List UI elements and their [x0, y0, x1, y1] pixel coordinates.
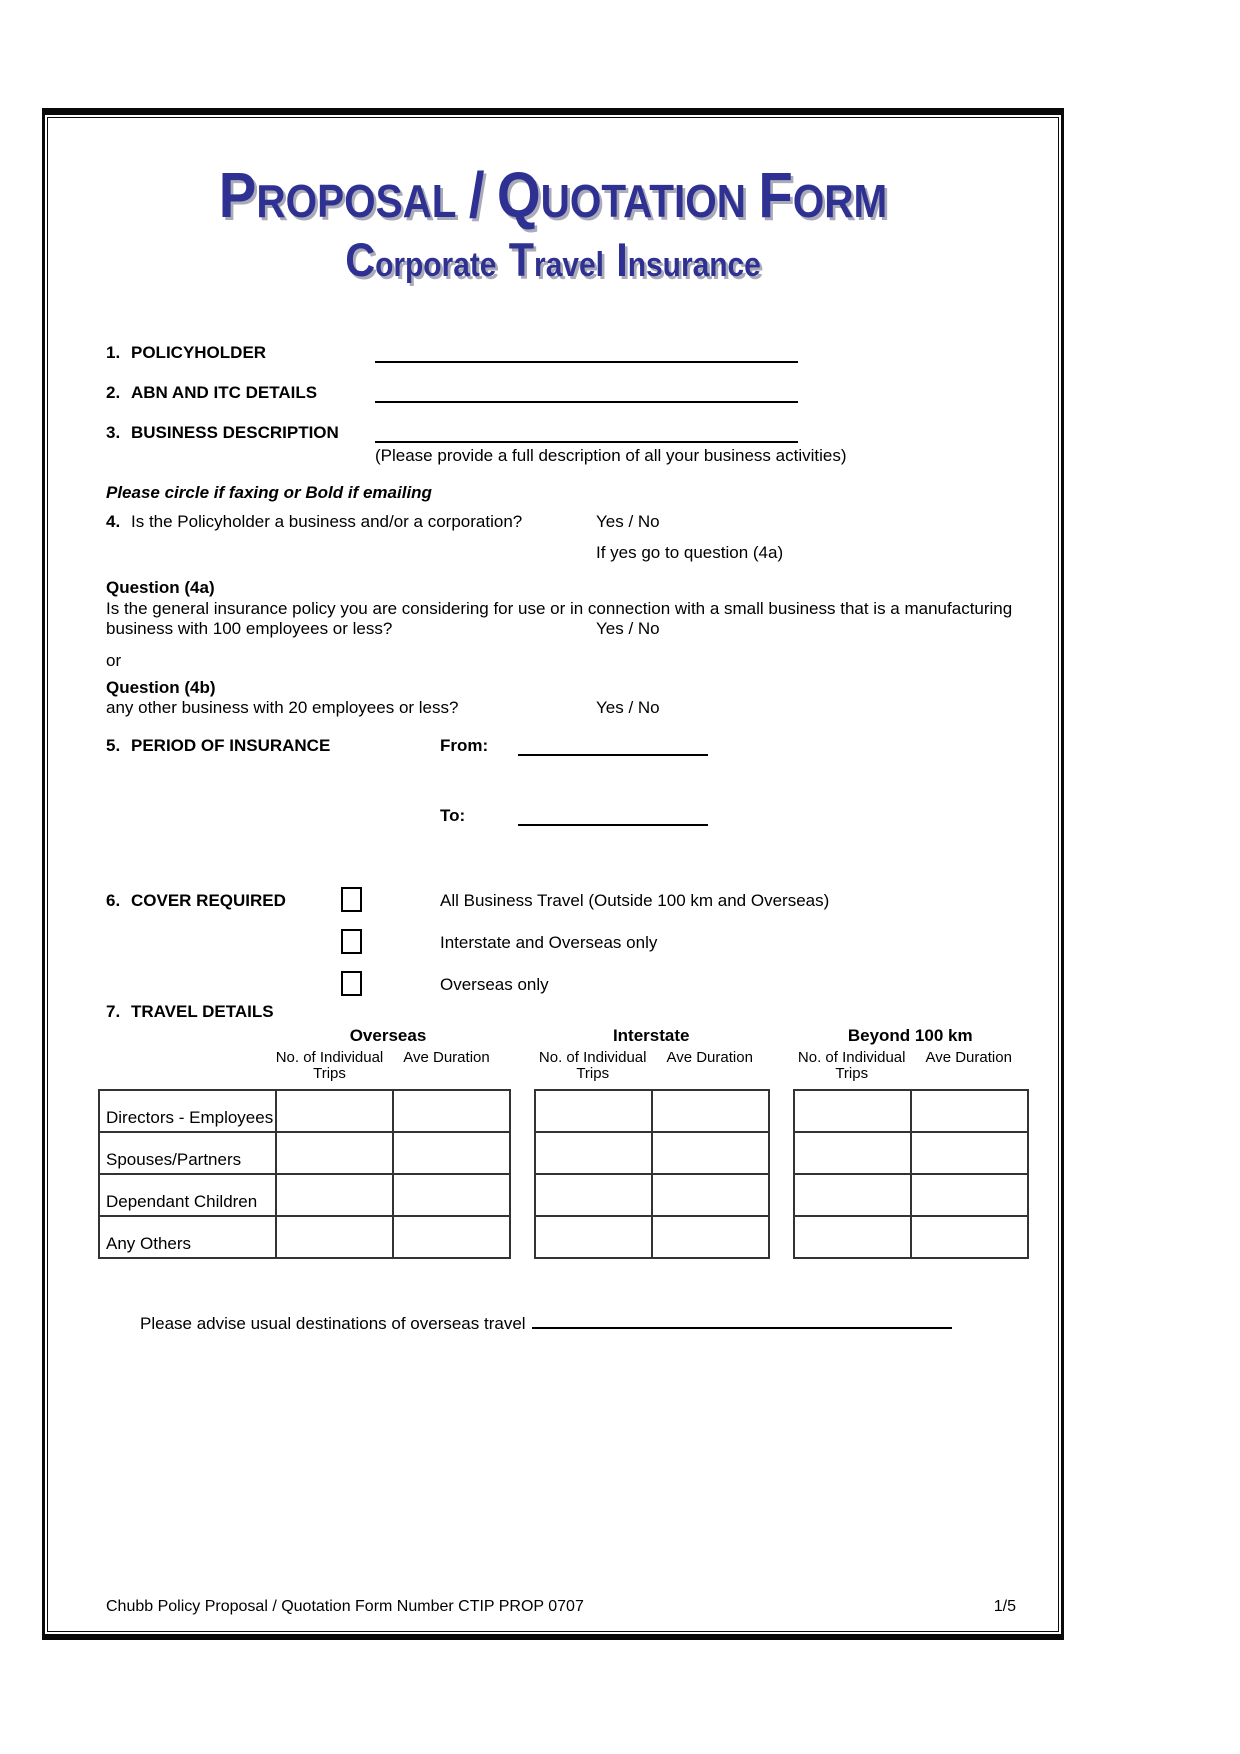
field-policyholder [106, 341, 1028, 369]
travel-cell[interactable] [535, 1132, 652, 1174]
travel-cell[interactable] [794, 1216, 911, 1258]
col-header-duration: Ave Duration [666, 1049, 753, 1066]
form-border-frame [42, 108, 1064, 1640]
column-headers [793, 1049, 1029, 1089]
abn-itc-input-line[interactable] [375, 381, 798, 403]
form-title [109, 160, 998, 236]
heading-text: Question (4a) [106, 578, 215, 597]
business-description-input-line[interactable] [375, 421, 798, 443]
travel-cell[interactable] [911, 1090, 1028, 1132]
col-header-duration: Ave Duration [925, 1049, 1012, 1066]
to-input-line[interactable] [518, 804, 708, 826]
cover-option-row [106, 973, 1028, 1001]
travel-cell[interactable] [652, 1132, 769, 1174]
col-header-trips: No. of Individual Trips [797, 1049, 906, 1082]
question-number: 7. [106, 1002, 121, 1021]
travel-details-tables [98, 1025, 1029, 1259]
field-label: TRAVEL DETAILS [131, 1002, 274, 1021]
question-number: 4. [106, 512, 121, 531]
destinations-row [140, 1311, 952, 1336]
travel-cell[interactable] [393, 1174, 510, 1216]
table-row [99, 1174, 510, 1216]
field-label: COVER REQUIRED [131, 891, 286, 910]
question-4 [106, 510, 1028, 538]
question-5-to-row [106, 804, 1028, 832]
row-label: Directors - Employees [99, 1090, 276, 1132]
col-header-trips: No. of Individual Trips [538, 1049, 647, 1082]
question-number: 6. [106, 891, 121, 910]
question-4b-line [106, 696, 1028, 724]
travel-cell[interactable] [652, 1090, 769, 1132]
business-description-hint-row [106, 444, 1028, 472]
table-row [535, 1132, 769, 1174]
column-headers [534, 1049, 770, 1089]
table-row [535, 1174, 769, 1216]
travel-group-overseas [98, 1025, 511, 1259]
from-label: From: [440, 736, 489, 755]
travel-cell[interactable] [652, 1216, 769, 1258]
subtitle-word: Travel [508, 233, 604, 286]
travel-cell[interactable] [276, 1216, 393, 1258]
question-text: Is the Policyholder a business and/or a corporation? [131, 512, 523, 531]
fax-email-instruction [106, 481, 1028, 509]
beyond-100km-table [793, 1089, 1029, 1259]
row-label: Dependant Children [99, 1174, 276, 1216]
q4-followup-text: If yes go to question (4a) [596, 543, 784, 562]
table-row [794, 1132, 1028, 1174]
travel-cell[interactable] [911, 1174, 1028, 1216]
cover-option-label: Interstate and Overseas only [440, 933, 658, 952]
instruction-text: Please circle if faxing or Bold if emailing [106, 483, 432, 502]
q4-followup-row [106, 541, 1028, 569]
question-4a-line2 [106, 617, 1028, 645]
travel-cell[interactable] [393, 1216, 510, 1258]
table-row [794, 1174, 1028, 1216]
field-number: 2. [106, 383, 121, 402]
form-page [48, 118, 1058, 1631]
heading-text: Question (4b) [106, 678, 216, 697]
field-number: 3. [106, 423, 121, 442]
travel-cell[interactable] [393, 1090, 510, 1132]
cover-checkbox-all-business-travel[interactable] [341, 887, 362, 912]
row-label: Spouses/Partners [99, 1132, 276, 1174]
table-row [99, 1216, 510, 1258]
table-row [535, 1090, 769, 1132]
question-text: any other business with 20 employees or less? [106, 698, 459, 717]
group-title: Beyond 100 km [847, 1026, 973, 1045]
or-text: or [106, 651, 122, 670]
field-label: PERIOD OF INSURANCE [131, 736, 331, 755]
travel-cell[interactable] [535, 1090, 652, 1132]
field-number: 1. [106, 343, 121, 362]
q4-answer-yes-no[interactable]: Yes / No [596, 512, 660, 531]
travel-cell[interactable] [276, 1132, 393, 1174]
title-word: PROPOSAL [218, 159, 457, 231]
question-7-travel-details [106, 1000, 1028, 1028]
travel-cell[interactable] [794, 1090, 911, 1132]
form-border-inner-line [47, 117, 1059, 1632]
footer-page-number: 1/5 [993, 1598, 1016, 1615]
travel-cell[interactable] [794, 1132, 911, 1174]
form-subtitle [109, 234, 998, 291]
question-text: Is the general insurance policy you are considering for use or in connection with a small business that is a manufacturing [106, 599, 1013, 618]
cover-checkbox-interstate-overseas[interactable] [341, 929, 362, 954]
cover-checkbox-overseas-only[interactable] [341, 971, 362, 996]
travel-cell[interactable] [652, 1174, 769, 1216]
cover-option-label: Overseas only [440, 975, 549, 994]
q4a-answer-yes-no[interactable]: Yes / No [596, 619, 660, 638]
row-label: Any Others [99, 1216, 276, 1258]
table-row [794, 1090, 1028, 1132]
field-label: BUSINESS DESCRIPTION [131, 423, 339, 442]
column-headers [271, 1049, 511, 1089]
table-row [794, 1216, 1028, 1258]
subtitle-word: Insurance [616, 233, 761, 286]
table-row [99, 1090, 510, 1132]
travel-cell[interactable] [911, 1216, 1028, 1258]
or-separator [106, 649, 1028, 677]
cover-option-label: All Business Travel (Outside 100 km and Overseas) [440, 891, 830, 910]
overseas-table [98, 1089, 511, 1259]
footer-form-number: Chubb Policy Proposal / Quotation Form Number CTIP PROP 0707 [106, 1598, 584, 1615]
question-5-period [106, 734, 1028, 762]
field-label: ABN AND ITC DETAILS [131, 383, 318, 402]
interstate-table [534, 1089, 770, 1259]
field-label: POLICYHOLDER [131, 343, 267, 362]
destinations-label: Please advise usual destinations of overseas travel [140, 1314, 526, 1333]
group-title: Overseas [349, 1026, 427, 1045]
travel-cell[interactable] [276, 1174, 393, 1216]
table-row [99, 1132, 510, 1174]
question-6-cover [106, 889, 1028, 917]
group-title: Interstate [612, 1026, 690, 1045]
page-footer [106, 1597, 1016, 1617]
policyholder-input-line[interactable] [375, 341, 798, 363]
travel-cell[interactable] [535, 1216, 652, 1258]
destinations-input-line[interactable] [532, 1311, 952, 1329]
to-label: To: [440, 806, 466, 825]
col-header-duration: Ave Duration [403, 1049, 490, 1066]
travel-group-interstate [534, 1025, 770, 1259]
subtitle-word: Corporate [345, 233, 497, 286]
title-word: QUOTATION [496, 159, 747, 231]
col-header-trips: No. of Individual Trips [275, 1049, 384, 1082]
travel-cell[interactable] [794, 1174, 911, 1216]
table-row [535, 1216, 769, 1258]
travel-cell[interactable] [535, 1174, 652, 1216]
question-number: 5. [106, 736, 121, 755]
travel-cell[interactable] [276, 1090, 393, 1132]
from-input-line[interactable] [518, 734, 708, 756]
title-slash: / [468, 159, 485, 231]
travel-group-beyond-100km [793, 1025, 1029, 1259]
business-description-hint: (Please provide a full description of all your business activities) [375, 446, 847, 465]
field-abn-itc [106, 381, 1028, 409]
travel-cell[interactable] [393, 1132, 510, 1174]
question-text: business with 100 employees or less? [106, 619, 393, 638]
cover-option-row [106, 931, 1028, 959]
travel-cell[interactable] [911, 1132, 1028, 1174]
q4b-answer-yes-no[interactable]: Yes / No [596, 698, 660, 717]
title-word: FORM [758, 159, 888, 231]
